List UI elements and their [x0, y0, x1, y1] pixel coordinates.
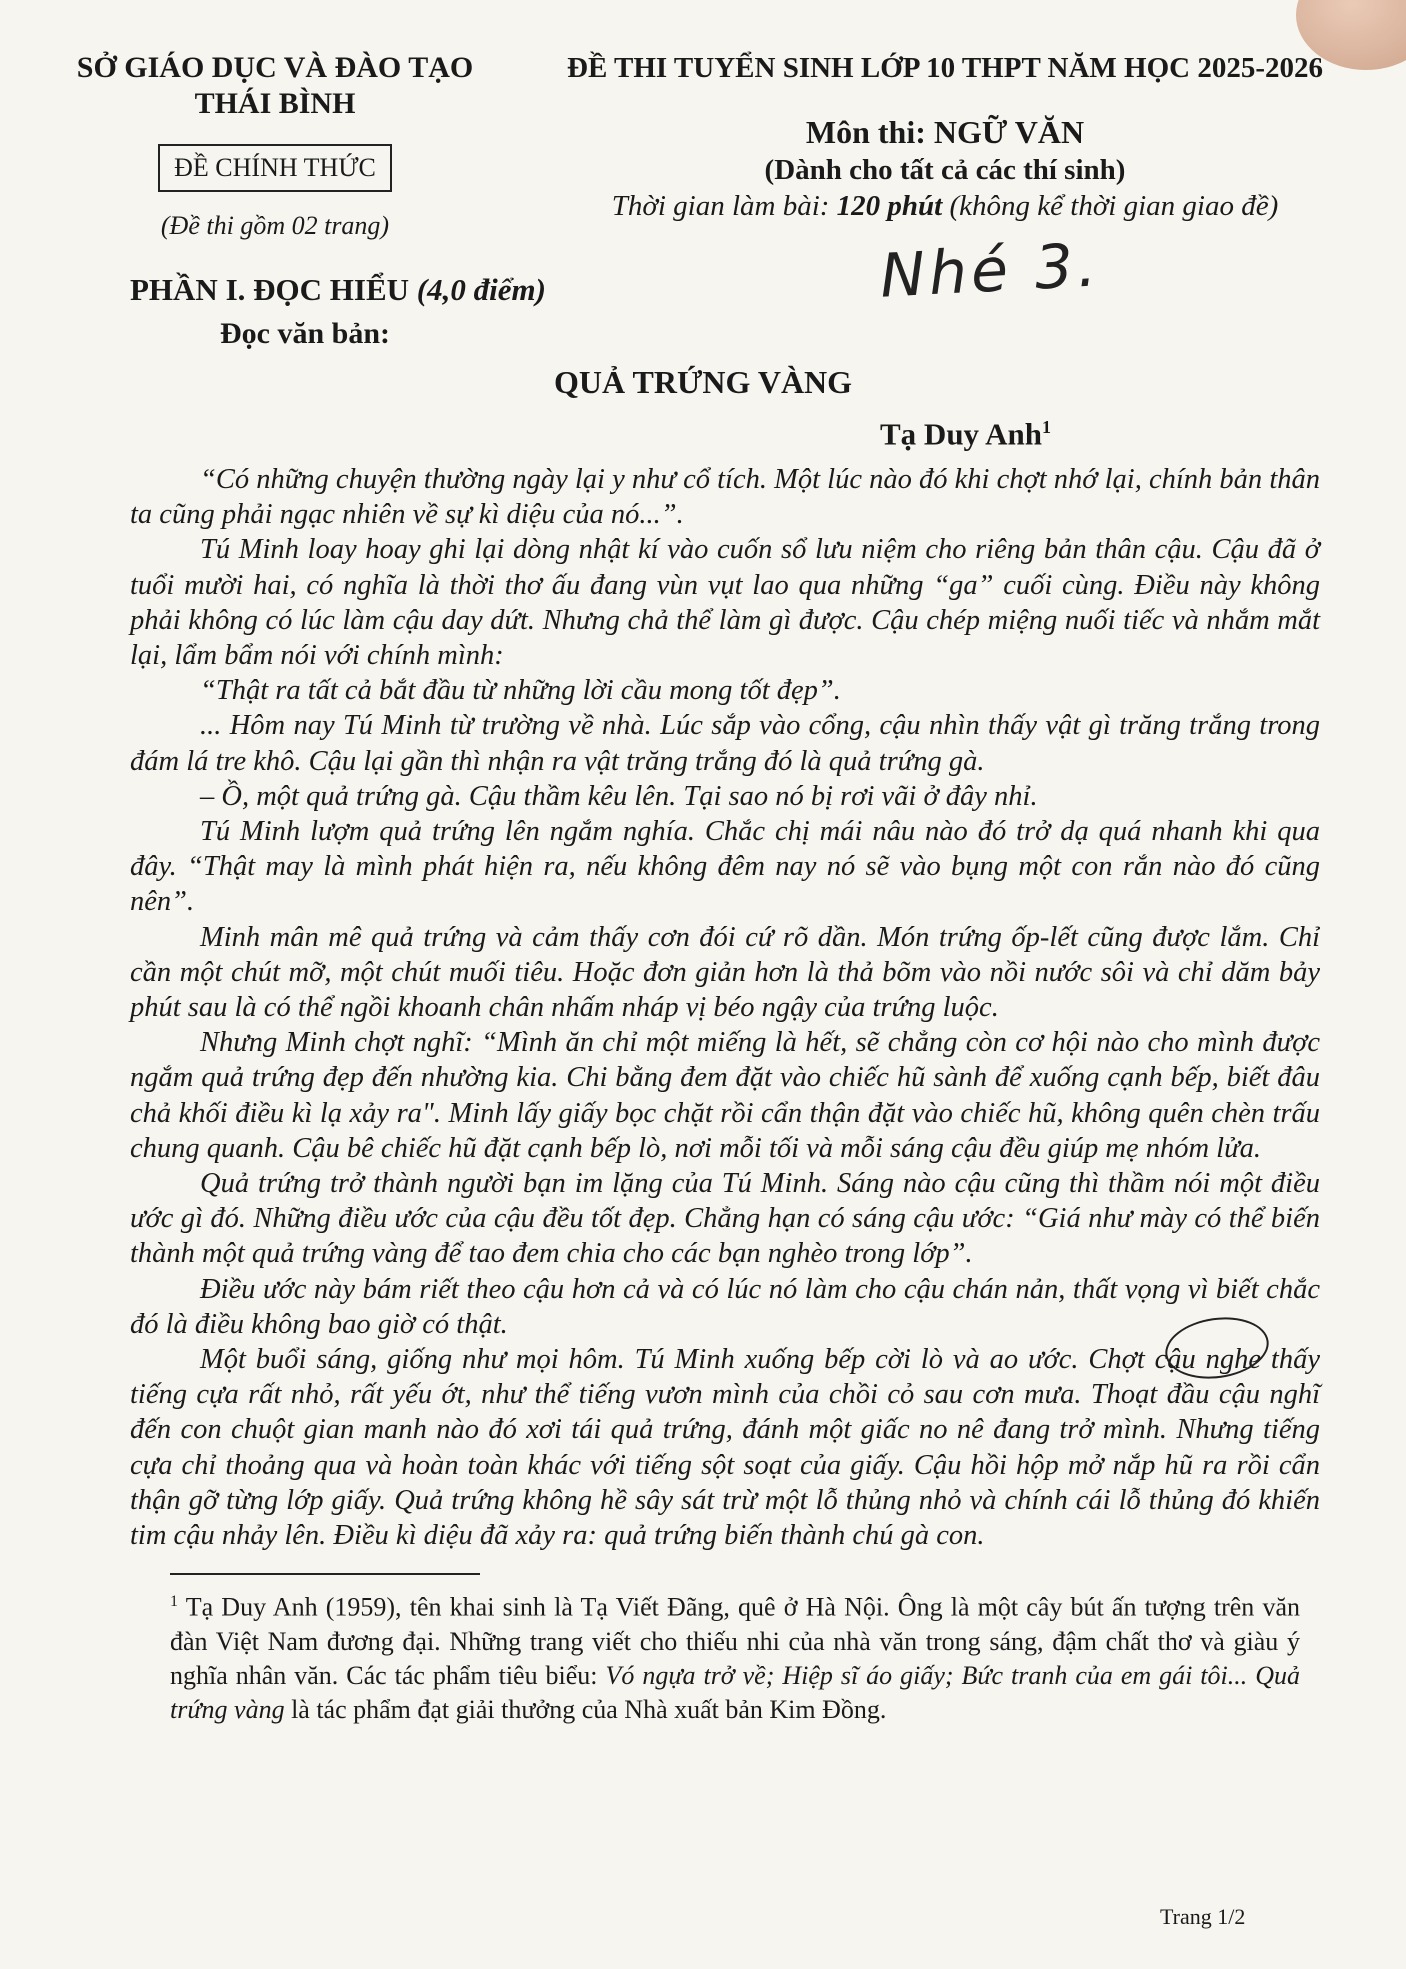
footnote-featured-work: Quả trứng vàng — [170, 1660, 1301, 1724]
footnote-text-3: là tác phẩm đạt giải thưởng của Nhà xuất bản Kim Đồng. — [284, 1694, 887, 1724]
story-paragraph: Tú Minh lượm quả trứng lên ngắm nghía. Chắc chị mái nâu nào đó trở dạ quá nhanh khi qua đây. “Thật may là mình phát hiện ra, nếu không đêm nay nó sẽ vào bụng một con rắn nào đó cũng nên”. — [130, 816, 1320, 918]
exam-subject: Môn thi: NGỮ VĂN — [805, 114, 1085, 150]
footnote-divider — [170, 1573, 480, 1575]
exam-audience: (Dành cho tất cả các thí sinh) — [764, 154, 1126, 186]
footnote-works: Vó ngựa trở về; Hiệp sĩ áo giấy; Bức tranh của em gái tôi... — [605, 1660, 1248, 1690]
official-exam-box: ĐỀ CHÍNH THỨC — [158, 144, 392, 192]
story-paragraph: Một buổi sáng, giống như mọi hôm. Tú Minh xuống bếp cời lò và ao ước. Chợt cậu nghe thấy tiếng cựa rất nhỏ, rất yếu ớt, như thể tiếng vươn mình của chồi cỏ sau cơn mưa. Thoạt đầu cậu nghĩ đến con chuột gian manh nào đó xơi tái quả trứng, đánh một giấc no nê đang trở mình. Nhưng tiếng cựa chỉ thoảng qua và hoàn toàn khác với tiếng sột soạt của giấy. Cậu hồi hộp mở nắp hũ ra rồi cẩn thận gỡ từng lớp giấy. Quả trứng không hề sây sát trừ một lỗ thủng nhỏ và chính cái lỗ thủng đó khiến tim cậu nhảy lên. Điều kì diệu đã xảy ra: quả trứng biến thành chú gà con. — [130, 1344, 1320, 1552]
story-body — [130, 462, 1320, 1553]
story-paragraph: Tú Minh loay hoay ghi lại dòng nhật kí vào cuốn sổ lưu niệm cho riêng bản thân cậu. Cậu đã ở tuổi mười hai, có nghĩa là thời thơ ấu đang vùn vụt lao qua những “ga” cuối cùng. Điều này không phải không có lúc làm cậu day dứt. Nhưng chả thể làm gì được. Cậu chép miệng nuối tiếc và nhắm mắt lại, lẩm bẩm nói với chính mình: — [130, 534, 1320, 672]
page-number: Trang 1/2 — [1160, 1904, 1246, 1929]
story-paragraph: Điều ước này bám riết theo cậu hơn cả và có lúc nó làm cho cậu chán nản, thất vọng vì biết chắc đó là điều không bao giờ có thật. — [130, 1273, 1320, 1340]
section-points: (4,0 điểm) — [416, 272, 546, 307]
story-title: QUẢ TRỨNG VÀNG — [553, 364, 853, 400]
story-paragraph: Quả trứng trở thành người bạn im lặng của Tú Minh. Sáng nào cậu cũng thì thầm nói một điều ước gì đó. Những điều ước của cậu đều tốt đẹp. Chẳng hạn có sáng cậu ước: “Giá như mày có thể biến thành một quả trứng vàng để tao đem chia cho các bạn nghèo trong lớp”. — [130, 1168, 1320, 1270]
story-paragraph: ... Hôm nay Tú Minh từ trường về nhà. Lúc sắp vào cổng, cậu nhìn thấy vật gì trăng trắng trong đám lá tre khô. Cậu lại gần thì nhận ra vật trăng trắng đó là quả trứng gà. — [130, 710, 1320, 777]
section-title: PHẦN I. ĐỌC HIỂU — [130, 272, 410, 307]
author-name: Tạ Duy Anh — [880, 416, 1042, 452]
exam-title: ĐỀ THI TUYỂN SINH LỚP 10 THPT NĂM HỌC 2025-2026 — [567, 52, 1323, 84]
department-name: SỞ GIÁO DỤC VÀ ĐÀO TẠO — [76, 51, 474, 84]
footnote-text-1: Tạ Duy Anh (1959), tên khai sinh là Tạ Viết Đãng, quê ở Hà Nội. Ông là một cây bút ấn tượng trên văn đàn Việt Nam đương đại. Những trang viết cho thiếu nhi của nhà văn trong sáng, đậm chất thơ và giàu ý nghĩa nhân văn. Các tác phẩm tiêu biểu: — [170, 1592, 1300, 1690]
story-author — [880, 408, 1051, 453]
page-count-note: (Đề thi gồm 02 trang) — [160, 211, 390, 240]
header-left — [55, 50, 495, 242]
story-paragraph: “Có những chuyện thường ngày lại y như cổ tích. Một lúc nào đó khi chợt nhớ lại, chính bản thân ta cũng phải ngạc nhiên về sự kì diệu của nó...”. — [130, 464, 1320, 531]
time-prefix: Thời gian làm bài: — [611, 190, 837, 222]
province-name: THÁI BÌNH — [194, 87, 356, 120]
story-paragraph: “Thật ra tất cả bắt đầu từ những lời cầu mong tốt đẹp”. — [200, 675, 841, 707]
header-right — [520, 50, 1370, 224]
time-suffix: (không kể thời gian giao đề) — [942, 190, 1279, 222]
footnote-mark: 1 — [170, 1593, 178, 1610]
read-text-label: Đọc văn bản: — [220, 317, 391, 350]
story-paragraph: – Ồ, một quả trứng gà. Cậu thầm kêu lên. Tại sao nó bị rơi vãi ở đây nhỉ. — [200, 780, 1038, 812]
story-paragraph: Nhưng Minh chợt nghĩ: “Mình ăn chỉ một miếng là hết, sẽ chẳng còn cơ hội nào cho mình được ngắm quả trứng đẹp đến nhường kia. Chi bằng đem đặt vào chiếc hũ sành để xuống cạnh bếp, biết đâu chả khối điều kì lạ xảy ra". Minh lấy giấy bọc chặt rồi cẩn thận đặt vào chiếc hũ, không quên chèn trấu chung quanh. Cậu bê chiếc hũ đặt cạnh bếp lò, nơi mỗi tối và mỗi sáng cậu đều giúp mẹ nhóm lửa. — [130, 1027, 1320, 1164]
story-paragraph: Minh mân mê quả trứng và cảm thấy cơn đói cứ rõ dần. Món trứng ốp-lết cũng được lắm. Chỉ cần một chút mỡ, một chút muối tiêu. Hoặc đơn giản hơn là thả bõm vào nồi nước sôi và chỉ dăm bảy phút sau là có thể ngồi khoanh chân nhấm nháp vị béo ngậy của trứng luộc. — [130, 921, 1320, 1024]
section-heading — [130, 272, 546, 308]
author-footnote-mark: 1 — [1041, 417, 1051, 437]
exam-time — [520, 188, 1370, 224]
time-value: 120 phút — [836, 190, 943, 222]
handwritten-note: Nhé 3. — [878, 230, 1102, 312]
footnote — [170, 1585, 1300, 1727]
